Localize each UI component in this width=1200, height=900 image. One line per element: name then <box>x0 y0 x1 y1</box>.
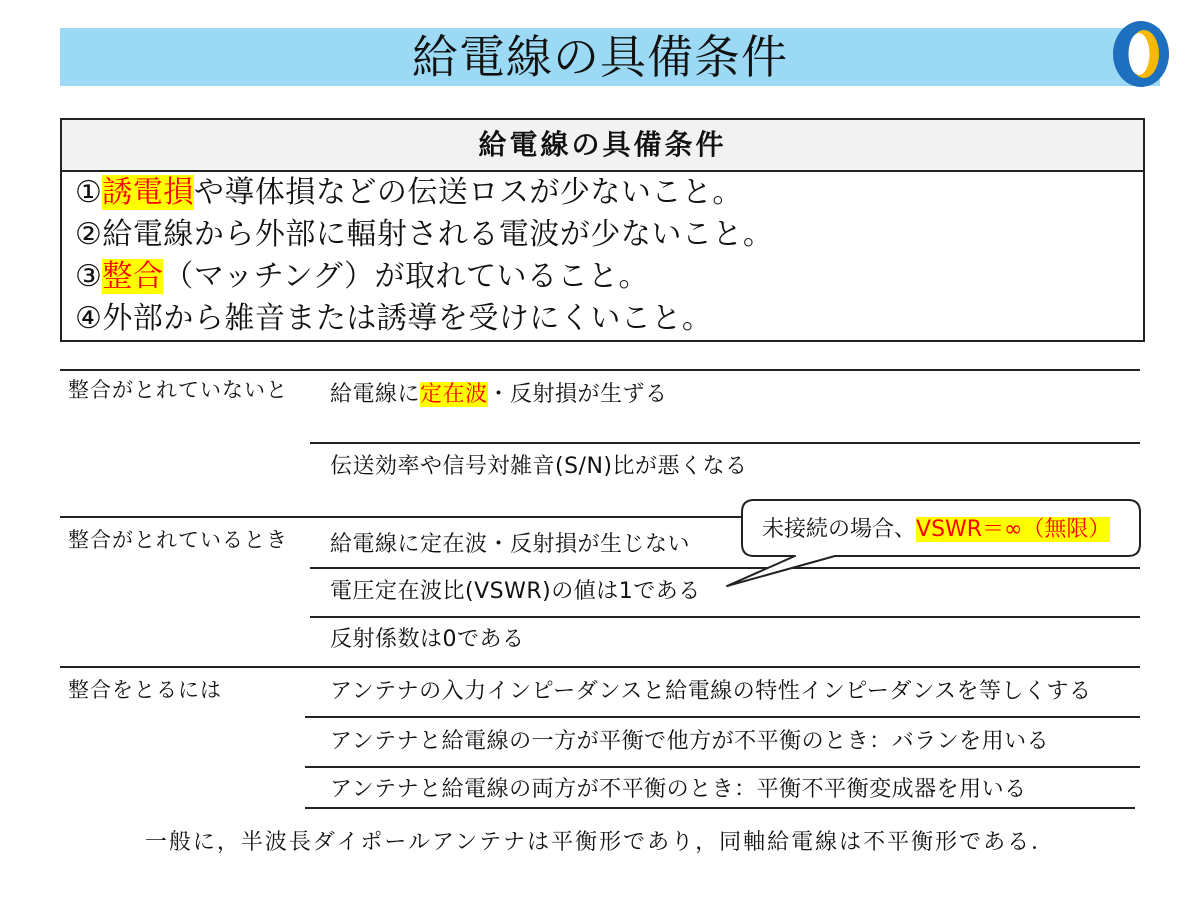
row-divider <box>310 616 1140 618</box>
table-row: 給電線に定在波・反射損が生じない <box>330 532 691 557</box>
item-number: ③ <box>75 259 103 294</box>
row-text-after: ・反射損が生ずる <box>487 382 668 407</box>
item-highlight: 整合 <box>102 259 164 294</box>
section-label-matched: 整合がとれているとき <box>68 528 288 552</box>
section-label-how-to-match: 整合をとるには <box>68 678 222 702</box>
row-highlight: 定在波 <box>420 382 488 407</box>
row-divider <box>305 807 1135 809</box>
table-row: アンテナと給電線の両方が不平衡のとき：平衡不平衡変成器を用いる <box>330 777 1027 802</box>
callout-label: 未接続の場合、 <box>762 517 917 542</box>
circle-logo-icon <box>1112 20 1170 88</box>
callout-text <box>762 514 1110 546</box>
section-divider <box>60 369 1140 371</box>
section-divider <box>60 666 1140 668</box>
section-label-unmatched: 整合がとれていないと <box>68 378 288 402</box>
condition-item <box>75 298 1143 340</box>
table-row <box>330 380 668 410</box>
callout-highlight: VSWR＝∞（無限） <box>916 517 1111 542</box>
slide-title: 給電線の具備条件 <box>412 30 788 84</box>
conditions-box <box>60 118 1145 342</box>
table-row: 伝送効率や信号対雑音(S/N)比が悪くなる <box>330 454 748 479</box>
table-row: 電圧定在波比(VSWR)の値は1である <box>330 579 701 604</box>
item-text: 給電線から外部に輻射される電波が少ないこと。 <box>102 217 774 252</box>
item-text: （マッチング）が取れていること。 <box>163 259 650 294</box>
footer-note: 一般に，半波長ダイポールアンテナは平衡形であり，同軸給電線は不平衡形である． <box>144 830 1056 855</box>
condition-item <box>75 172 1143 214</box>
item-text: 外部から雑音または誘導を受けにくいこと。 <box>102 301 713 336</box>
row-divider <box>310 442 1140 444</box>
table-row: アンテナの入力インピーダンスと給電線の特性インピーダンスを等しくする <box>330 679 1092 704</box>
box-header: 給電線の具備条件 <box>62 120 1143 172</box>
item-number: ① <box>75 175 103 210</box>
condition-item <box>75 214 1143 256</box>
table-row: 反射係数は0である <box>330 627 525 652</box>
item-highlight: 誘電損 <box>102 175 194 210</box>
condition-item <box>75 256 1143 298</box>
item-number: ② <box>75 217 103 252</box>
item-text: や導体損などの伝送ロスが少ないこと。 <box>193 175 743 210</box>
table-row: アンテナと給電線の一方が平衡で他方が不平衡のとき：バランを用いる <box>330 729 1050 754</box>
item-number: ④ <box>75 301 103 336</box>
row-divider <box>305 716 1140 718</box>
conditions-list <box>62 172 1143 340</box>
row-divider <box>305 766 1140 768</box>
row-text-before: 給電線に <box>330 382 421 407</box>
